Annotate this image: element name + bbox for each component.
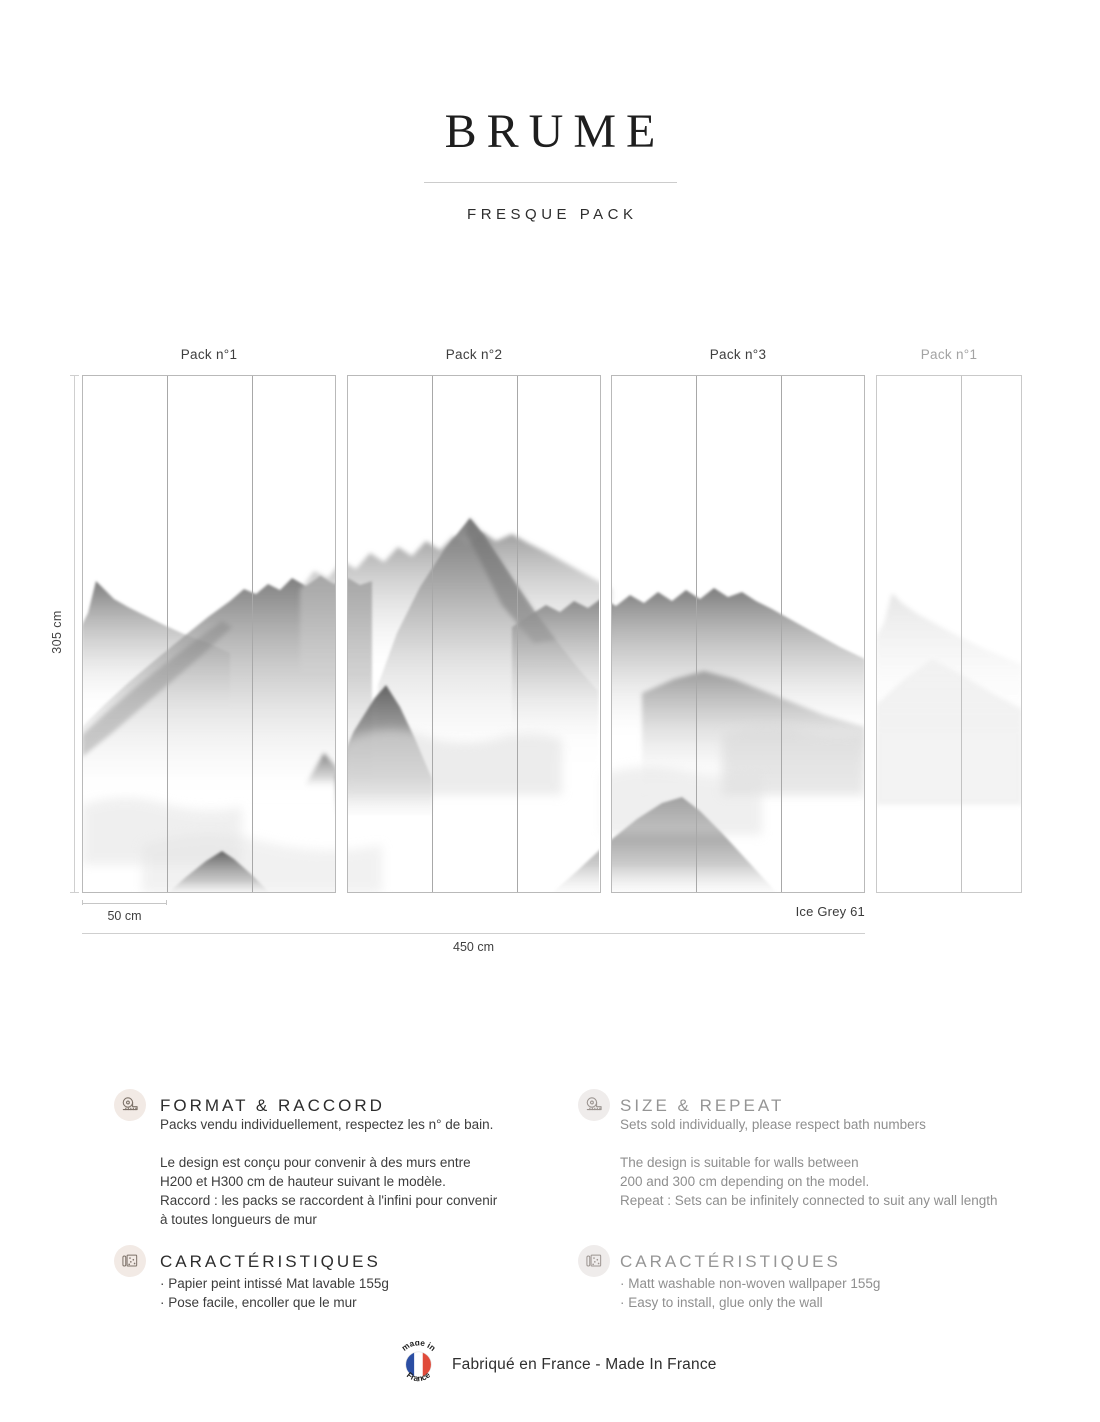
- page-subtitle: FRESQUE PACK: [467, 206, 638, 223]
- pack-label-1: Pack n°1: [180, 347, 238, 362]
- height-dimension-line: [74, 375, 75, 893]
- size-repeat-heading: SIZE & REPEAT: [620, 1096, 785, 1115]
- svg-text:France: France: [404, 1369, 433, 1384]
- colorway-label: Ice Grey 61: [795, 904, 865, 919]
- svg-text:made in: made in: [399, 1341, 438, 1353]
- pack-2-frame: [347, 375, 601, 893]
- size-repeat-body: The design is suitable for walls between 200 and 300 cm depending on the model. Repeat : Sets can be infinitely connected to suit any wall length: [620, 1155, 998, 1208]
- panel-width-label: 50 cm: [107, 909, 142, 923]
- features-en-list: [620, 1274, 880, 1312]
- wallpaper-roll-icon: [578, 1245, 610, 1277]
- panel-divider: [432, 376, 433, 892]
- total-width-dimension-line: [82, 933, 865, 934]
- pack-3-frame: [611, 375, 865, 893]
- feature-item: · Easy to install, glue only the wall: [620, 1293, 880, 1312]
- panel-divider: [252, 376, 253, 892]
- tape-measure-icon: [114, 1089, 146, 1121]
- made-in-france-badge: [395, 1341, 442, 1388]
- panel-divider: [961, 376, 962, 892]
- panel-divider: [167, 376, 168, 892]
- title-divider: [424, 182, 677, 183]
- pack-label-repeat: Pack n°1: [920, 347, 978, 362]
- features-fr-list: [160, 1274, 389, 1312]
- pack-repeat-frame: [876, 375, 1022, 893]
- features-fr-heading: CARACTÉRISTIQUES: [160, 1252, 381, 1271]
- panel-divider: [517, 376, 518, 892]
- dimension-tick: [70, 892, 79, 893]
- format-raccord-body: Le design est conçu pour convenir à des murs entre H200 et H300 cm de hauteur suivant le modèle. Raccord : les packs se raccordent à l'infini pour convenir à toutes longueurs de mur: [160, 1155, 498, 1227]
- feature-item: · Pose facile, encoller que le mur: [160, 1293, 389, 1312]
- made-in-france-text: Fabriqué en France - Made In France: [452, 1356, 717, 1373]
- tape-measure-icon: [578, 1089, 610, 1121]
- panel-divider: [696, 376, 697, 892]
- pack-label-2: Pack n°2: [445, 347, 503, 362]
- panel-width-dimension-line: [82, 903, 167, 904]
- format-raccord-intro: Packs vendu individuellement, respectez les n° de bain.: [160, 1117, 494, 1132]
- dimension-tick: [82, 900, 83, 905]
- feature-item: · Matt washable non-woven wallpaper 155g: [620, 1274, 880, 1293]
- wallpaper-roll-icon: [114, 1245, 146, 1277]
- features-en-heading: CARACTÉRISTIQUES: [620, 1252, 841, 1271]
- total-width-label: 450 cm: [453, 940, 494, 954]
- dimension-tick: [166, 900, 167, 905]
- pack-label-3: Pack n°3: [709, 347, 767, 362]
- size-repeat-intro: Sets sold individually, please respect bath numbers: [620, 1117, 926, 1132]
- panel-divider: [781, 376, 782, 892]
- feature-item: · Papier peint intissé Mat lavable 155g: [160, 1274, 389, 1293]
- pack-1-frame: [82, 375, 336, 893]
- wallpaper-mural-diagram: [82, 375, 1022, 893]
- page-title: BRUME: [444, 105, 666, 158]
- format-raccord-heading: FORMAT & RACCORD: [160, 1096, 385, 1115]
- dimension-tick: [70, 375, 79, 376]
- height-label: 305 cm: [50, 610, 64, 654]
